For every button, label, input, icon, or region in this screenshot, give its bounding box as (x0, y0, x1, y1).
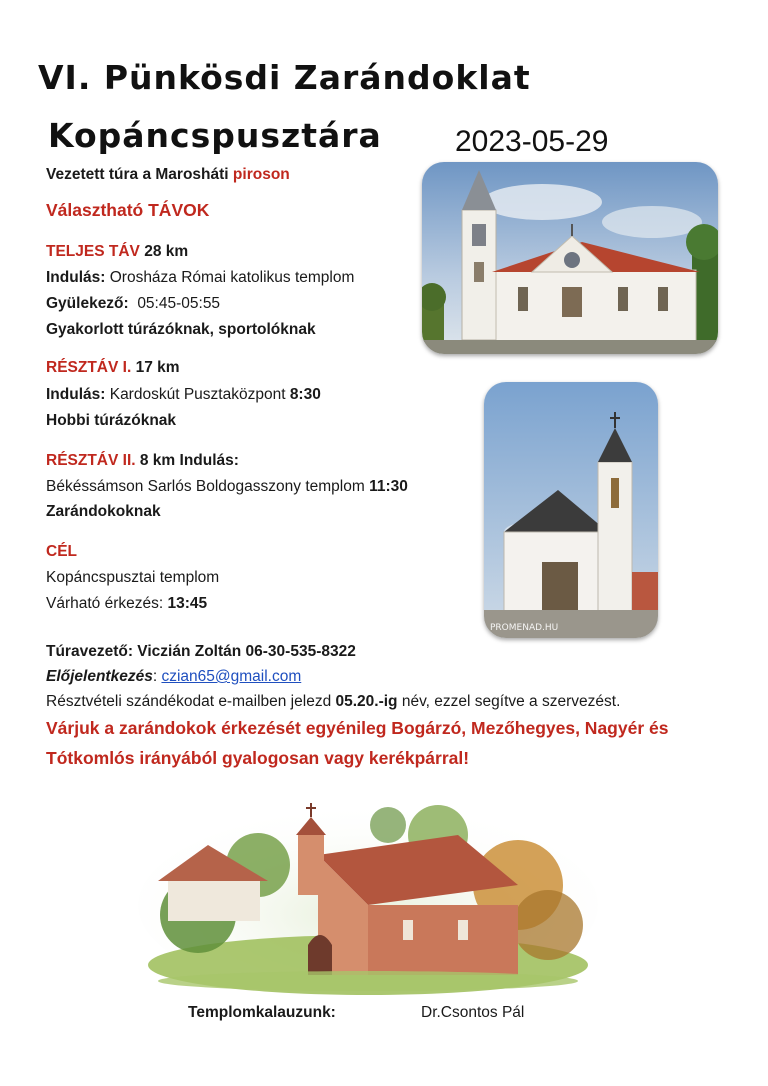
route-full-label: TELJES TÁV (46, 243, 140, 260)
email-link[interactable]: czian65@gmail.com (161, 668, 302, 685)
church-guide-label: Templomkalauzunk: (188, 1004, 336, 1021)
route-part2-start (46, 477, 408, 497)
route-part1-heading (46, 358, 180, 378)
registration-line (46, 667, 301, 687)
arrival-label: Várható érkezés: (46, 595, 168, 612)
start-value: Kardoskút Pusztaközpont (105, 386, 290, 403)
tour-guide-contact: Túravezető: Viczián Zoltán 06-30-535-8322 (46, 643, 356, 660)
route-part2-audience: Zarándokoknak (46, 503, 161, 520)
route-part1-start (46, 385, 321, 405)
route-part1-audience: Hobbi túrázóknak (46, 412, 177, 429)
gather-value: 05:45-05:55 (128, 295, 221, 312)
church-guide-name: Dr.Csontos Pál (421, 1004, 525, 1021)
route-part1-label: RÉSZTÁV I. (46, 359, 132, 376)
destination-title: Kopáncspusztára (48, 116, 382, 155)
event-date: 2023-05-29 (455, 125, 609, 158)
start-label: Indulás: (46, 269, 106, 286)
goal-arrival (46, 594, 207, 614)
route-part2-label: RÉSZTÁV II. (46, 452, 136, 469)
page-title: VI. Pünkösdi Zarándoklat (38, 58, 531, 97)
bekessamson-church-photo (484, 382, 658, 638)
note-suffix: név, ezzel segítve a szervezést. (397, 693, 621, 710)
start-value: Békéssámson Sarlós Boldogasszony templom (46, 478, 370, 495)
route-full-start (46, 268, 354, 288)
choices-heading: Választható TÁVOK (46, 200, 210, 220)
note-deadline: 05.20.-ig (335, 693, 398, 710)
goal-place: Kopáncspusztai templom (46, 569, 220, 586)
arrival-time: 13:45 (167, 595, 208, 612)
start-time: 11:30 (369, 478, 408, 495)
registration-note (46, 692, 620, 712)
start-value: Orosháza Római katolikus templom (105, 269, 355, 286)
welcome-line-1: Várjuk a zarándokok érkezését egyénileg Bogárzó, Mezőhegyes, Nagyér és (46, 718, 669, 738)
welcome-line-2: Tótkomlós irányából gyalogosan vagy kerékpárral! (46, 748, 470, 768)
route-full-audience: Gyakorlott túrázóknak, sportolóknak (46, 321, 316, 338)
gather-label: Gyülekező: (46, 295, 129, 312)
registration-label: Előjelentkezés (46, 668, 153, 685)
start-time: 8:30 (289, 386, 321, 403)
kopancs-chapel-painting (138, 795, 598, 995)
route-full-heading (46, 242, 188, 262)
guided-tour-line (46, 165, 290, 185)
goal-label: CÉL (46, 543, 77, 560)
oroshaza-church-photo (422, 162, 718, 354)
note-prefix: Résztvételi szándékodat e-mailben jelezd (46, 693, 336, 710)
route-full-gathering (46, 294, 220, 314)
guided-prefix: Vezetett túra a Marosháti (46, 166, 233, 183)
start-label: Indulás: (46, 386, 106, 403)
route-part1-distance: 17 km (131, 359, 180, 376)
route-full-distance: 28 km (139, 243, 189, 260)
photo-watermark: PROMENAD.HU (490, 623, 559, 633)
route-part2-heading (46, 451, 239, 471)
trail-color: piroson (232, 166, 290, 183)
route-part2-distance: 8 km Indulás: (135, 452, 239, 469)
registration-sep: : (152, 668, 162, 685)
